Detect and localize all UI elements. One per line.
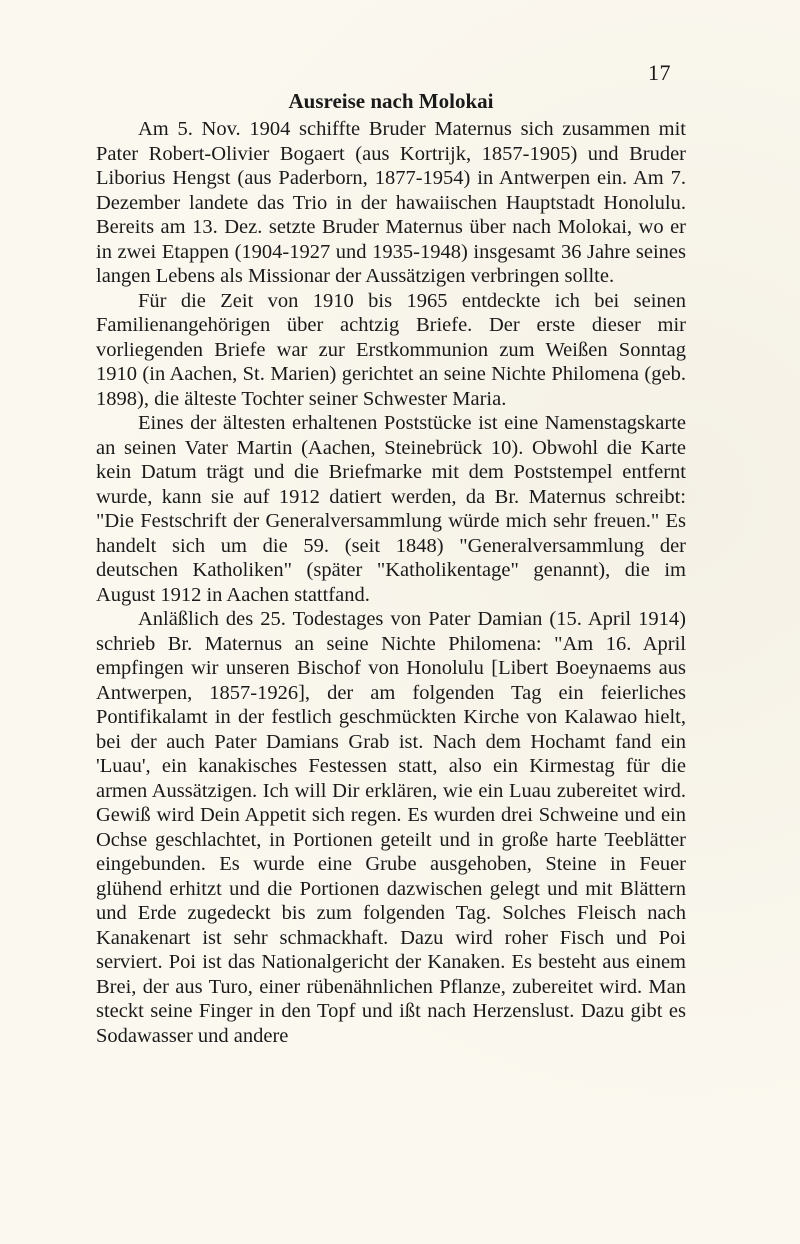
body-text [96,117,686,1048]
section-heading: Ausreise nach Molokai [288,89,494,113]
page-number: 17 [648,60,671,85]
paragraph: Am 5. Nov. 1904 schiffte Bruder Maternus sich zusammen mit Pater Robert-Olivier Bogaert (aus Kortrijk, 1857-1905) und Bruder Liborius Hengst (aus Paderborn, 1877-1954) in Antwerpen ein. Am 7. Dezember landete das Trio in der hawaiischen Hauptstadt Honolulu. Bereits am 13. Dez. setzte Bruder Maternus über nach Molokai, wo er in zwei Etappen (1904-1927 und 1935-1948) insgesamt 36 Jahre seines langen Lebens als Missionar der Aussätzigen verbringen sollte. [96,118,686,287]
paragraph: Eines der ältesten erhaltenen Poststücke ist eine Namenstagskarte an seinen Vater Martin (Aachen, Steinebrück 10). Obwohl die Karte kein Datum trägt und die Briefmarke mit dem Poststempel entfernt wurde, kann sie auf 1912 datiert werden, da Br. Maternus schreibt: "Die Festschrift der Generalversammlung würde mich sehr freuen." Es handelt sich um die 59. (seit 1848) "Generalversammlung der deutschen Katholiken" (später "Katholikentage" genannt), die im August 1912 in Aachen stattfand. [96,412,686,606]
paragraph: Für die Zeit von 1910 bis 1965 entdeckte ich bei seinen Familienangehörigen über achtzig Briefe. Der erste dieser mir vorliegenden Briefe war zur Erstkommunion zum Weißen Sonntag 1910 (in Aachen, St. Marien) gerichtet an seine Nichte Philomena (geb. 1898), die älteste Tochter seiner Schwester Maria. [96,289,686,410]
paragraph: Anläßlich des 25. Todestages von Pater Damian (15. April 1914) schrieb Br. Maternus an seine Nichte Philomena: "Am 16. April empfingen wir unseren Bischof von Honolulu [Libert Boeynaems aus Antwerpen, 1857-1926], der am folgenden Tag ein feierliches Pontifikalamt in der festlich geschmückten Kirche von Kalawao hielt, bei der auch Pater Damians Grab ist. Nach dem Hochamt fand ein 'Luau', ein kanakisches Festessen statt, also ein Kirmestag für die armen Aussätzigen. Ich will Dir erklären, wie ein Luau zubereitet wird. Gewiß wird Dein Appetit sich regen. Es wurden drei Schweine und ein Ochse geschlachtet, in Portionen geteilt und in große harte Teeblätter eingebunden. Es wurde eine Grube ausgehoben, Steine in Feuer glühend erhitzt und die Portionen dazwischen gelegt und mit Blättern und Erde zugedeckt bis zum folgenden Tag. Solches Fleisch nach Kanakenart ist sehr schmackhaft. Dazu wird roher Fisch und Poi serviert. Poi ist das Nationalgericht der Kanaken. Es besteht aus einem Brei, der aus Turo, einer rübenähnlichen Pflanze, zubereitet wird. Man steckt seine Finger in den Topf und ißt nach Herzenslust. Dazu gibt es Sodawasser und andere [96,608,686,1047]
